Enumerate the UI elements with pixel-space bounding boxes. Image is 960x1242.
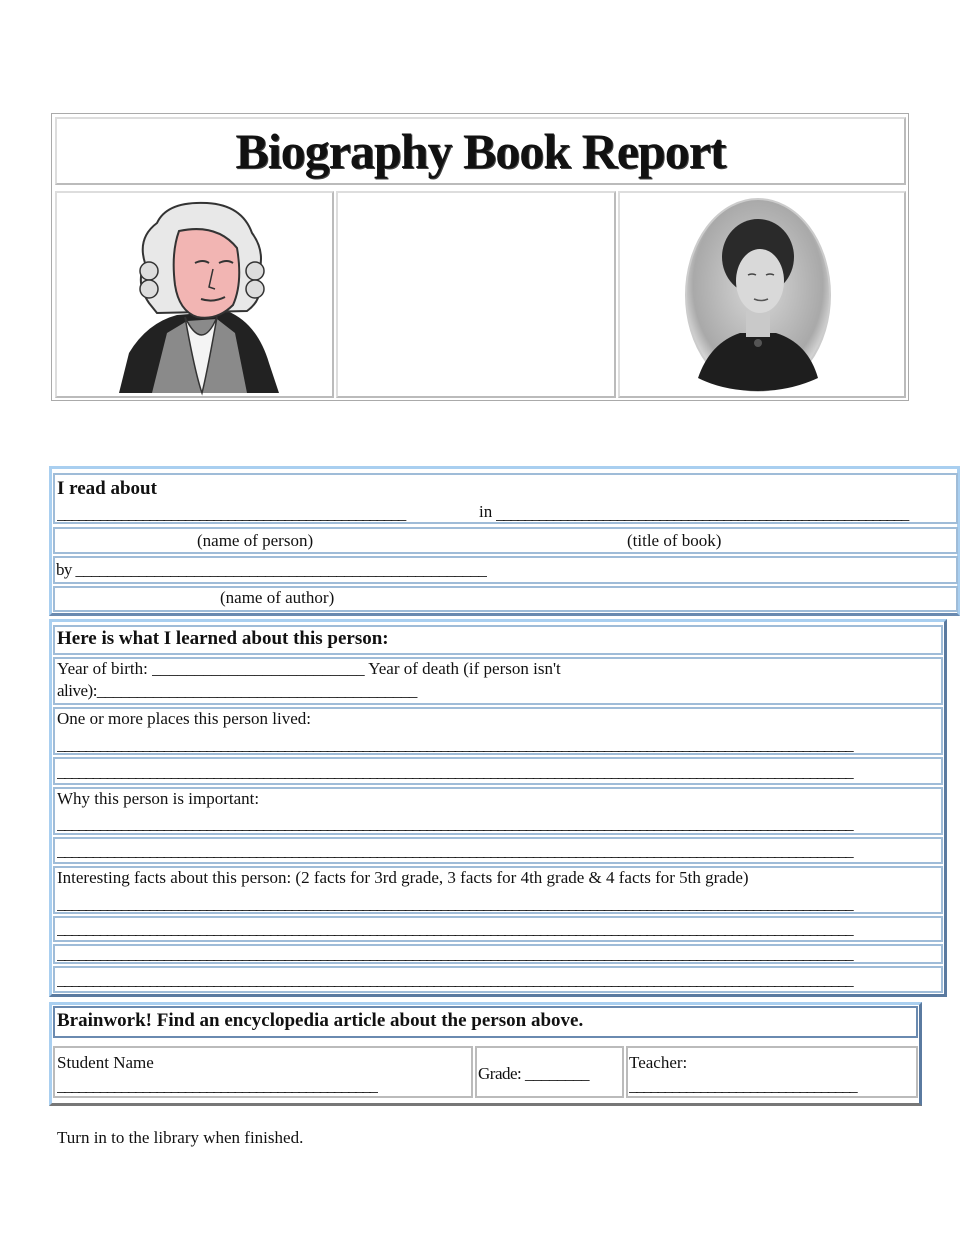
grade-label[interactable]: Grade: ________ xyxy=(478,1064,590,1083)
facts-label: Interesting facts about this person: (2 facts for 3rd grade, 3 facts for 4th grade & 4 facts for 5th grade) xyxy=(57,868,749,887)
teacher-blank[interactable]: ________________________________ xyxy=(629,1077,857,1095)
student-name-blank[interactable]: _____________________________________________ xyxy=(57,1077,377,1095)
woman-oval-portrait xyxy=(620,193,904,396)
important-label: Why this person is important: xyxy=(57,789,260,808)
read-about-heading: I read about xyxy=(57,478,157,499)
name-of-person-label: (name of person) xyxy=(197,531,314,550)
portrait-cell-right xyxy=(618,191,906,398)
facts-blank-1[interactable]: ________________________________________________________________________________________________________________ xyxy=(57,895,853,913)
learned-heading: Here is what I learned about this person: xyxy=(57,628,389,649)
facts-blank-2[interactable]: ________________________________________________________________________________________________________________ xyxy=(57,920,853,938)
places-blank-2[interactable]: ________________________________________________________________________________________________________________ xyxy=(57,763,853,781)
important-blank-2[interactable]: ________________________________________________________________________________________________________________ xyxy=(57,842,853,860)
facts-blank-3[interactable]: ________________________________________________________________________________________________________________ xyxy=(57,945,853,963)
alive-line[interactable]: alive):________________________________________ xyxy=(57,681,417,700)
george-washington-portrait xyxy=(57,193,332,396)
portrait-cell-left xyxy=(55,191,334,398)
empty-cell xyxy=(336,191,616,398)
places-label: One or more places this person lived: xyxy=(57,709,311,728)
birth-death-line[interactable]: Year of birth: _________________________ Year of death (if person isn't xyxy=(57,659,561,678)
places-blank-1[interactable]: ________________________________________________________________________________________________________________ xyxy=(57,736,853,754)
person-name-blank[interactable]: _________________________________________________ xyxy=(57,505,405,523)
student-name-label: Student Name xyxy=(57,1053,154,1072)
title-of-book-label: (title of book) xyxy=(627,531,722,550)
name-of-author-label: (name of author) xyxy=(220,588,335,607)
page-title: Biography Book Report xyxy=(55,117,906,185)
in-label: in xyxy=(479,502,493,521)
footer-note: Turn in to the library when finished. xyxy=(57,1128,304,1147)
facts-blank-4[interactable]: ________________________________________________________________________________________________________________ xyxy=(57,971,853,989)
author-blank[interactable]: by ____________________________________________________ xyxy=(56,560,487,579)
book-title-blank[interactable]: __________________________________________________________ xyxy=(496,505,908,523)
important-blank-1[interactable]: ________________________________________________________________________________________________________________ xyxy=(57,815,853,833)
brainwork-text: Brainwork! Find an encyclopedia article about the person above. xyxy=(57,1010,584,1031)
teacher-label: Teacher: xyxy=(629,1053,688,1072)
